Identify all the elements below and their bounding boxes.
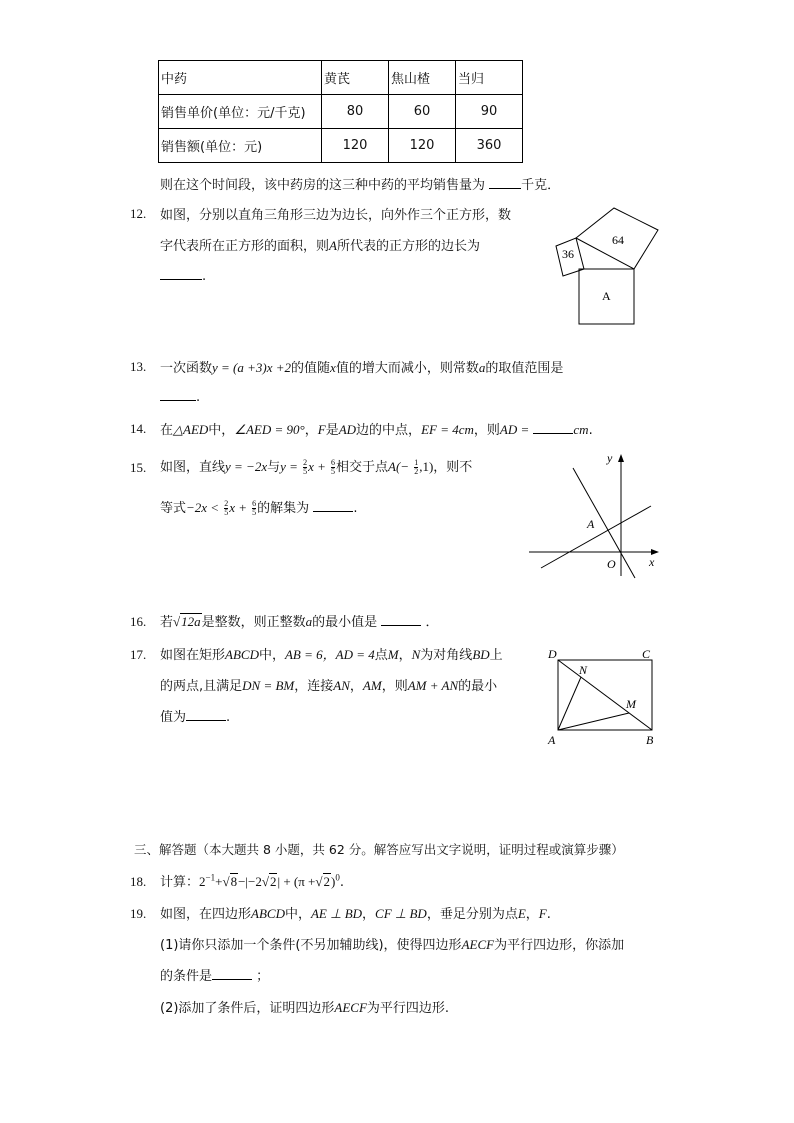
vertex-D: D (548, 647, 557, 661)
origin-label: O (607, 557, 616, 571)
vertex-C: C (642, 647, 651, 661)
answer-blank[interactable] (160, 267, 202, 280)
squares-figure (550, 200, 670, 330)
q14-line: 在△AED中，∠AED = 90°，F是AD边的中点，EF = 4cm，则AD = cm. (160, 422, 593, 438)
q12-line1: 如图，分别以直角三角形三边为边长，向外作三个正方形，数 (160, 208, 512, 223)
table-header-cell: 黄芪 (322, 61, 389, 95)
table-cell: 80 (322, 95, 389, 129)
q15-line1: 如图，直线y = −2x与y = $\frac{2}{5}$ x + $\frac{6}{5}$ 相交于点A(− $\frac{1}{2}$ ,1)，则不 (160, 458, 473, 476)
y-axis-label: y (607, 451, 613, 465)
q11-tail: 则在这个时间段，该中药房的这三种中药的平均销售量为 千克． (160, 178, 561, 193)
small-square-label: 36 (562, 247, 574, 261)
answer-blank[interactable] (186, 708, 226, 721)
fraction: $\frac{1}{2}$ (414, 458, 419, 476)
question-number: 16. (130, 614, 147, 629)
vertex-B: B (646, 733, 654, 747)
q12-line3: . (160, 267, 206, 284)
table-cell: 60 (389, 95, 456, 129)
answer-blank[interactable] (489, 176, 521, 189)
fraction: $\frac{6}{5}$ (331, 458, 335, 476)
question-number: 18. (130, 874, 147, 889)
line-y-2-5x (541, 506, 651, 568)
section-heading: 三、解答题（本大题共 8 小题，共 62 分。解答应写出文字说明，证明过程或演算步骤） (134, 842, 624, 857)
answer-blank[interactable] (533, 421, 573, 434)
answer-blank[interactable] (381, 613, 421, 626)
question-number: 13. (130, 359, 147, 374)
y-axis-arrow (618, 454, 624, 462)
question-number: 12. (130, 206, 147, 221)
rectangle-figure (544, 644, 664, 748)
fraction: $\frac{2}{5}$ (303, 458, 308, 476)
big-square-label: A (602, 289, 611, 303)
lines-graph-figure (525, 448, 665, 580)
question-number: 14. (130, 421, 147, 436)
point-A-label: A (587, 517, 595, 531)
q19-sub1-line1: (1)请你只添加一个条件(不另加辅助线)，使得四边形AECF为平行四边形，你添加 (160, 937, 625, 953)
q19-line1: 如图，在四边形ABCD中，AE ⊥ BD，CF ⊥ BD，垂足分别为点E，F. (160, 906, 551, 922)
table-header-cell: 焦山楂 (389, 61, 456, 95)
q19-sub2: (2)添加了条件后，证明四边形AECF为平行四边形. (160, 1000, 450, 1016)
q13-line1: 一次函数y = (a +3)x +2的值随x值的增大而减小，则常数a的取值范围是 (160, 360, 564, 376)
table-row (159, 95, 523, 129)
q12-line2: 字代表所在正方形的面积，则A所代表的正方形的边长为 (160, 238, 480, 254)
q17-line1: 如图在矩形ABCD中，AB = 6，AD = 4点M，N为对角线BD上 (160, 647, 503, 663)
question-number: 17. (130, 647, 147, 662)
table-cell: 销售单价(单位：元/千克) (159, 95, 322, 129)
answer-blank[interactable] (212, 967, 252, 980)
question-number: 19. (130, 906, 147, 921)
medium-square-label: 64 (612, 233, 624, 247)
q19-sub1-line2: 的条件是 ； (160, 969, 270, 984)
table-cell: 120 (322, 129, 389, 163)
segment-AN (558, 677, 581, 730)
question-number: 15. (130, 460, 147, 475)
table-cell: 120 (389, 129, 456, 163)
fraction: $\frac{6}{5}$ (252, 499, 257, 517)
line-y-neg2x (573, 468, 635, 578)
segment-AM (558, 713, 629, 730)
table-cell: 90 (456, 95, 523, 129)
q15-line2: 等式−2x < $\frac{2}{5}$ x + $\frac{6}{5}$ 的解集为 . (160, 499, 358, 517)
x-axis-label: x (649, 555, 655, 569)
table-row (159, 129, 523, 163)
price-table (158, 60, 523, 163)
q16-line: 若√12a是整数，则正整数a的最小值是 ． (160, 614, 439, 630)
point-M: M (626, 697, 636, 711)
q17-line3: 值为 . (160, 710, 231, 725)
answer-blank[interactable] (313, 499, 353, 512)
q18-line: 计算：$2^{-1}+√8-|-2√2| + (\pi +√2)^0$. (160, 872, 345, 890)
q13-line2: . (160, 388, 200, 405)
table-header-cell: 当归 (456, 61, 523, 95)
table-cell: 销售额(单位：元) (159, 129, 322, 163)
q17-line2: 的两点,且满足DN = BM，连接AN，AM，则AM + AN的最小 (160, 678, 498, 694)
point-N: N (579, 663, 588, 677)
diagonal-BD (558, 660, 652, 730)
fraction: $\frac{2}{5}$ (224, 499, 229, 517)
vertex-A: A (548, 733, 556, 747)
table-cell: 360 (456, 129, 523, 163)
table-header-cell: 中药 (159, 61, 322, 95)
answer-blank[interactable] (160, 388, 196, 401)
table-header-row (159, 61, 523, 95)
